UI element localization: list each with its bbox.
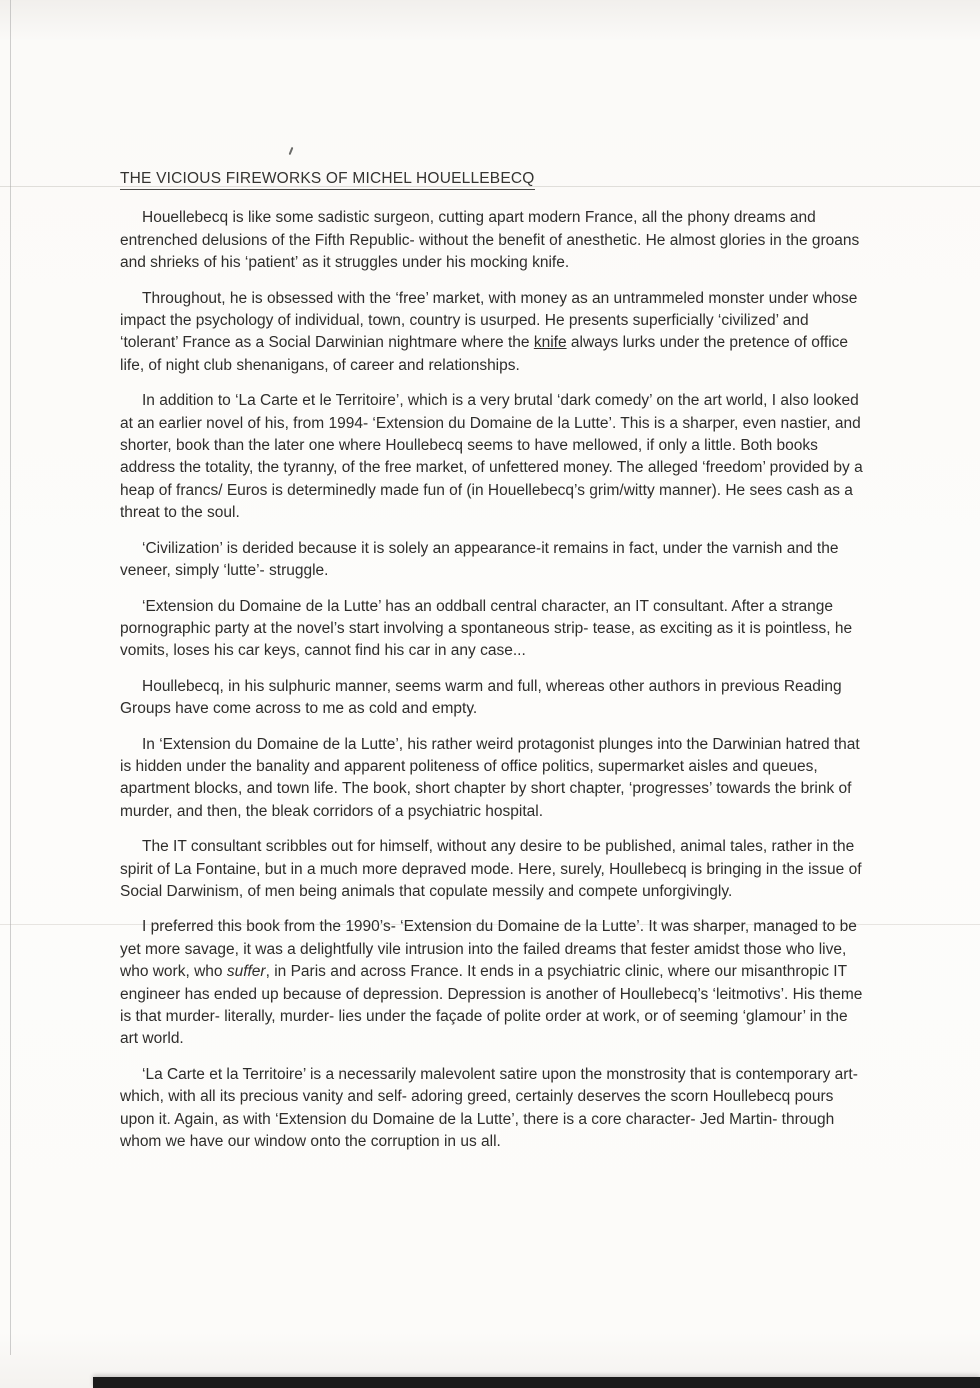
paragraph-text: Throughout, he is obsessed with the ‘free’ market, with money as an untrammeled monster under whose impact the psychology of individual, town, country is usurped. He presents superficially ‘civilized’ and ‘tolerant’ France as a Social Darwinian nightmare where the bbox=[120, 289, 858, 352]
paragraph bbox=[120, 596, 864, 663]
paragraph bbox=[120, 676, 864, 721]
paragraph bbox=[120, 390, 864, 524]
document-content bbox=[120, 168, 864, 1166]
pen-mark-artifact bbox=[289, 147, 294, 155]
paragraph-text: Houllebecq, in his sulphuric manner, seems warm and full, whereas other authors in previous Reading Groups have come across to me as cold and empty. bbox=[120, 677, 842, 718]
paragraph-text: always lurks under the pretence of office life, of night club shenanigans, of career and relationships. bbox=[120, 334, 849, 374]
paragraph-text: In ‘Extension du Domaine de la Lutte’, his rather weird protagonist plunges into the Darwinian hatred that is hidden under the banality and apparent politeness of office politics, supermarket aisles and queues, apartment blocks, and town life. The book, short chapter by short chapter, ‘progresses’ towards the brink of murder, and then, the bleak corridors of a psychiatric hospital. bbox=[120, 735, 860, 820]
paragraph-text: I preferred this book from the 1990’s- ‘Extension du Domaine de la Lutte’. It was sharper, managed to be yet more savage, it was a delightfully vile intrusion into the failed dreams that fester amidst those who live, who work, who bbox=[120, 918, 857, 981]
document-title-text: THE VICIOUS FIREWORKS OF MICHEL HOUELLEBECQ bbox=[120, 170, 535, 190]
document-body bbox=[120, 207, 864, 1153]
paragraph bbox=[120, 207, 864, 274]
paragraph-text: The IT consultant scribbles out for himself, without any desire to be published, animal tales, rather in the spirit of La Fontaine, but in a much more depraved mode. Here, surely, Houllebecq is bringing in the issue of Social Darwinism, of men being animals that copulate messily and compete unforgivingly. bbox=[120, 838, 862, 900]
paragraph-text: ‘Civilization’ is derided because it is solely an appearance-it remains in fact, under the varnish and the veneer, simply ‘lutte’- struggle. bbox=[120, 539, 839, 580]
paragraph bbox=[120, 734, 864, 824]
paragraph bbox=[120, 1064, 864, 1154]
paragraph-text: ‘Extension du Domaine de la Lutte’ has an oddball central character, an IT consultant. After a strange pornographic party at the novel’s start involving a spontaneous strip- tease, as exciting as it is pointless, he vomits, loses his car keys, cannot find his car in any case... bbox=[120, 597, 853, 660]
paragraph-text: suffer bbox=[226, 963, 266, 981]
paragraph-text: , in Paris and across France. It ends in a psychiatric clinic, where our misanthropic IT engineer has ended up because of depression. Depression is another of Houllebecq’s ‘leitmotivs’. His theme is that murder- literally, murder- lies under the façade of polite order at work, or of seeming ‘glamour’ in the art world. bbox=[120, 963, 863, 1048]
paragraph-text: In addition to ‘La Carte et le Territoire’, which is a very brutal ‘dark comedy’ on the art world, I also looked at an earlier novel of his, from 1994- ‘Extension du Domaine de la Lutte’. This is a sharper, even nastier, and shorter, book than the later one where Houllebecq seems to have mellowed, if only a little. Both books address the totality, the tyranny, of the free market, of unfettered money. The alleged ‘freedom’ provided by a heap of francs/ Euros is determinedly made fun of (in Houellebecq’s grim/witty manner). He sees cash as a threat to the soul. bbox=[120, 392, 863, 522]
paragraph-text: knife bbox=[533, 334, 567, 352]
paragraph bbox=[120, 916, 864, 1050]
paragraph bbox=[120, 836, 864, 903]
document-title bbox=[120, 168, 864, 190]
paragraph-text: Houellebecq is like some sadistic surgeon, cutting apart modern France, all the phony dreams and entrenched delusions of the Fifth Republic- without the benefit of anesthetic. He almost glories in the groans and shrieks of his ‘patient’ as it struggles under his mocking knife. bbox=[120, 209, 860, 272]
paragraph-text: ‘La Carte et la Territoire’ is a necessarily malevolent satire upon the monstrosity that is contemporary art- which, with all its precious vanity and self- adoring greed, certainly deserves the scorn Houllebecq pours upon it. Again, as with ‘Extension du Domaine de la Lutte’, there is a core character- Jed Martin- through whom we have our window onto the corruption in us all. bbox=[120, 1065, 858, 1151]
paragraph bbox=[120, 538, 864, 583]
scan-edge-line-artifact bbox=[10, 0, 11, 1355]
paragraph bbox=[120, 288, 864, 378]
scan-bottom-edge-artifact bbox=[93, 1377, 980, 1388]
